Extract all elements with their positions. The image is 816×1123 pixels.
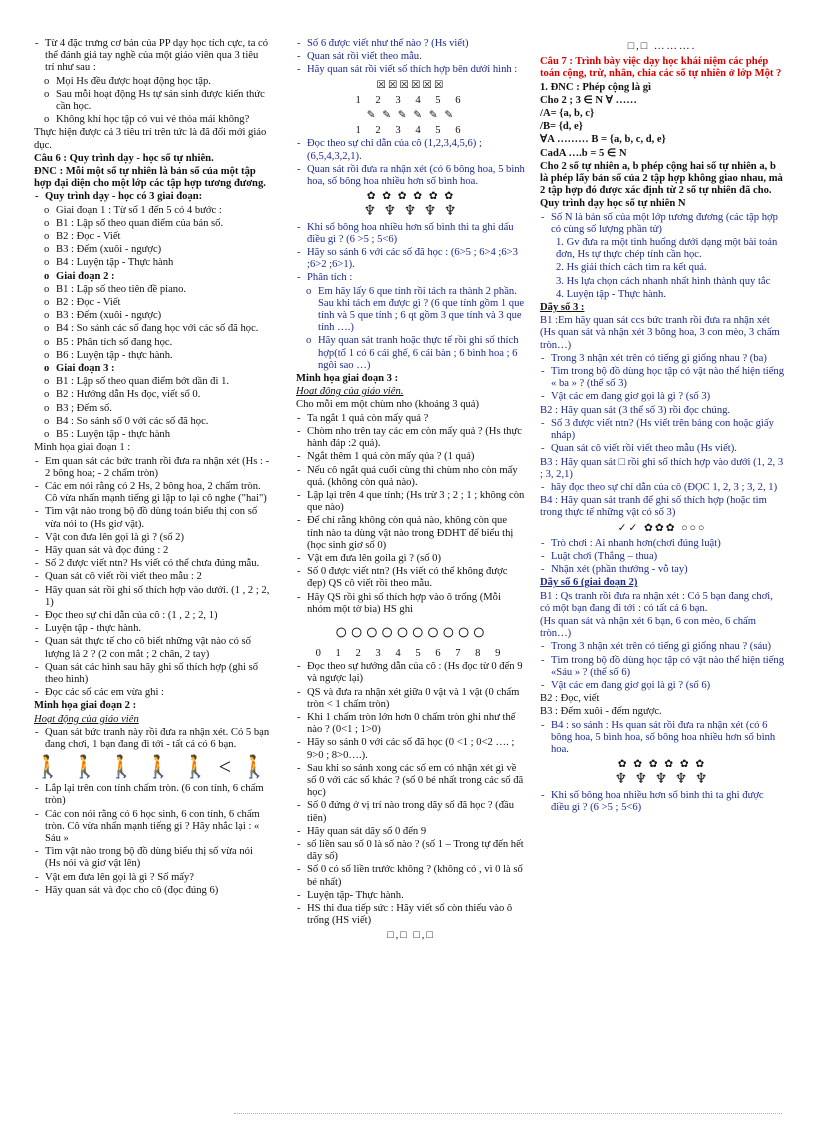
text-line: - Quan sát rồi đưa ra nhận xét (có 6 bông hoa, 5 bình hoa, số bông hoa nhiều hơn số bình hoa. <box>296 164 526 188</box>
text-line: B3 : Đếm xuôi - đếm ngược. <box>540 706 662 718</box>
text-line: o Giai đoạn 3 : <box>34 363 270 375</box>
text-line: - Số 0 đứng ở vị trí nào trong dãy số đã học ? (đầu tiên) <box>296 800 526 824</box>
text-line: - Số 0 có số liền trước không ? (không có , vì 0 là số bé nhất) <box>296 864 526 888</box>
text-line: - Đọc theo sự hướng dẫn của cô : (Hs đọc từ 0 đến 9 và ngược lại) <box>296 661 526 685</box>
text-line: Cho mỗi em một chùm nho (khoảng 3 quả) <box>296 399 480 411</box>
text-line: 4. Luyện tập - Thực hành. <box>556 288 666 300</box>
text-line: Thực hiện được cả 3 tiêu trí trên tức là đã đổi mới giáo dục. <box>34 127 267 151</box>
text-line: - Quan sát các hình sau hãy ghi số thích hợp (ghi số theo hình) <box>34 662 270 686</box>
illustration-row: ○○○○○○○○○○ <box>334 618 488 644</box>
text-line: - hãy đọc theo sự chỉ dẫn của cô (ĐỌC 1, 2, 3 ; 3, 2, 1) <box>540 482 784 494</box>
text-line: - Tìm trong bộ đồ dùng học tập có vật nào thể hiện tiếng «Sáu » ? (thể số 6) <box>540 655 784 679</box>
text-line: 3. Hs lựa chọn cách nhanh nhất hình thành quy tắc <box>556 275 771 287</box>
text-line: 1 2 3 4 5 6 <box>355 125 467 137</box>
text-line: - Số 0 được viết ntn? (Hs viết có thể không được đẹp) QS cô viết rồi theo mẫu. <box>296 566 526 590</box>
text-line: (Hs quan sát và nhận xét 6 bạn, 6 con mèo, 6 chấm tròn…) <box>540 615 756 640</box>
text-line: o B1 : Lập số theo quan điểm bớt dần đi 1. <box>34 376 270 388</box>
text-line: - Vật em đưa lên gọi là gì ? Số mấy? <box>34 872 270 884</box>
text-line: - B4 : so sánh : Hs quan sát rồi đưa ra nhận xét (có 6 bông hoa, 5 bình hoa, số bông hoa nhiều hơn số bình hoa. <box>540 720 784 757</box>
text-line: o B5 : Luyện tập - thực hành <box>34 429 270 441</box>
text-line: - Nếu cô ngắt quả cuối cùng thì chùm nho còn mấy quả. (không còn quả nào). <box>296 465 526 489</box>
text-line: o B4 : Luyện tập - Thực hành <box>34 257 270 269</box>
text-line: Câu 6 : Quy trình dạy - học số tự nhiên. <box>34 152 214 164</box>
text-line: - Phân tích : <box>296 272 526 284</box>
text-line: - Đọc theo sự chỉ dẫn của cô (1,2,3,4,5,6) ; (6,5,4,3,2,1). <box>296 138 526 162</box>
text-line: - Tìm trong bộ đồ dùng học tập có vật nào thể hiện tiếng « ba » ? (thể số 3) <box>540 366 784 390</box>
text-line: - Quan sát bức tranh này rồi đưa ra nhận xét. Có 5 bạn đang chơi, 1 bạn đang đi tới - tất cả có 6 bạn. <box>34 727 270 751</box>
text-line: ∀A ……… B = {a, b, c, d, e} <box>540 134 666 146</box>
illustration-row: ♆ ♆ ♆ ♆ ♆ <box>363 204 459 220</box>
text-line: o B6 : Luyện tập - thực hành. <box>34 350 270 362</box>
text-line: - Số 2 được viết ntn? Hs viết có thể chưa đúng mẫu. <box>34 558 270 570</box>
text-line: - Khi số bông hoa nhiều hơn số bình thì ta ghi dấu điều gì ? (6 >5 ; 5<6) <box>296 222 526 246</box>
text-line: - Quan sát cô viết rồi viết theo mẫu (Hs viết). <box>540 443 784 455</box>
illustration-row: 🚶 🚶 🚶 🚶 🚶 < 🚶 <box>34 754 270 780</box>
text-line: - Ta ngắt 1 quả còn mấy quả ? <box>296 413 526 425</box>
text-line: o B2 : Hướng dẫn Hs đọc, viết số 0. <box>34 389 270 401</box>
text-line: 1 2 3 4 5 6 <box>355 94 467 106</box>
text-line: - Vật em đưa lên goila gì ? (số 0) <box>296 553 526 565</box>
text-line: B1 : Qs tranh rồi đưa ra nhận xét : Có 5 bạn đang chơi, có một bạn đang đi tới : có tất cả 6 bạn. <box>540 590 773 614</box>
text-line: - Khi số bông hoa nhiều hơn số bình thì ta ghi được điều gì ? (6 >5 ; 5<6) <box>540 790 784 814</box>
text-line: - Luyện tập - thực hành. <box>34 623 270 635</box>
text-line: - Khi 1 chấm tròn lớn hơn 0 chấm tròn ghi như thế nào ? (0<1 ; 1>0) <box>296 712 526 736</box>
text-line: - Hãy quan sát rồi ghi số thích hợp vào dưới. (1 , 2 ; 2, 1) <box>34 585 270 609</box>
text-line: - số liền sau số 0 là số nào ? (số 1 – Trong tự đến hết dãy số) <box>296 839 526 863</box>
text-line: - Tìm vật nào trong bộ đồ dùng toán biểu thị con số vừa nói to (Hs giơ vật). <box>34 506 270 530</box>
text-line: - Lắp lại trên con tính chấm tròn. (6 con tính, 6 chấm tròn) <box>34 783 270 807</box>
text-line: - Số 6 được viết như thế nào ? (Hs viết) <box>296 38 526 50</box>
text-line: o B4 : So sánh số 0 với các số đã học. <box>34 416 270 428</box>
text-line: - Hãy quan sát và đọc đúng : 2 <box>34 545 270 557</box>
text-line: o B2 : Đọc - Viết <box>34 231 270 243</box>
illustration-row: □,□ ………. <box>627 41 697 52</box>
text-line: o Giai đoạn 2 : <box>34 271 270 283</box>
text-line: - Đọc các số các em vừa ghi : <box>34 687 270 699</box>
text-line: Dãy số 6 (giai đoạn 2) <box>540 577 638 589</box>
text-line: B2 : Hãy quan sát (3 thể số 3) rồi đọc chúng. <box>540 404 731 416</box>
text-line: - Ngắt thêm 1 quả còn mấy qủa ? (1 quả) <box>296 451 526 463</box>
text-line: - Tìm vật nào trong bộ đồ dùng biểu thị số vừa nói (Hs nói và giơ vật lên) <box>34 846 270 870</box>
text-line: Minh họa giai đoạn 1 : <box>34 442 131 454</box>
text-line: - Từ 4 đặc trưng cơ bản của PP dạy học tích cực, ta có thể đánh giá tay nghề của một giáo viên qua 3 tiêu trí như sau : <box>34 38 270 75</box>
text-line: Quy trình dạy học số tự nhiên N <box>540 198 686 210</box>
text-line: - Trong 3 nhận xét trên có tiếng gì giống nhau ? (sáu) <box>540 641 784 653</box>
illustration-row: ✓✓ ✿✿✿ ○○○ <box>617 522 707 534</box>
text-line: Hoạt động của giáo viên. <box>296 386 404 398</box>
text-line: - Đọc theo sự chỉ dẫn của cô : (1 , 2 ; 2, 1) <box>34 610 270 622</box>
text-line: 1. Gv đưa ra một tình huống dưới dạng một bài toán đơn, Hs tự thực chép tính cần học. <box>556 237 778 261</box>
column-right <box>540 38 784 815</box>
text-line: - Em quan sát các bức tranh rồi đưa ra nhận xét (Hs : - 2 bông hoa; - 2 chấm tròn) <box>34 456 270 480</box>
illustration-row: ✿ ✿ ✿ ✿ ✿ ✿ <box>366 191 456 203</box>
text-line: - Luyện tập- Thực hành. <box>296 890 526 902</box>
text-line: - QS và đưa ra nhận xét giữa 0 vật và 1 vật (0 chấm tròn < 1 chấm tròn) <box>296 687 526 711</box>
text-line: Minh họa giai đoạn 2 : <box>34 700 137 712</box>
text-line: 0 1 2 3 4 5 6 7 8 9 <box>315 647 507 659</box>
text-line: CadA ….b = 5 ∈ N <box>540 147 627 159</box>
text-line: - Vật các em đang giơ gọi là gì ? (số 6) <box>540 680 784 692</box>
text-line: - Hãy quan sát rồi viết số thích hợp bên dưới hình : <box>296 64 526 76</box>
text-line: o Em hãy lấy 6 que tính rồi tách ra thành 2 phần. Sau khi tách em được gì ? (6 que tính gồm 1 que tính và 5 que tính ; 6 qt gồm 3 que tính và 3 que tính ….) <box>296 286 526 335</box>
text-line: - Quy trình dạy - học có 3 giai đoạn: <box>34 191 270 203</box>
text-line: o B5 : Phân tích số đang học. <box>34 337 270 349</box>
text-line: - Lập lại trên 4 que tính; (Hs trừ 3 ; 2 ; 1 ; không còn que nào) <box>296 490 526 514</box>
text-line: - Nhận xét (phần thưởng - vỗ tay) <box>540 564 784 576</box>
text-line: - Sau khi so sánh xong các số em có nhận xét gì về số 0 với các số khác ? (số 0 bé nhất trong các số đã học) <box>296 763 526 800</box>
text-line: Câu 7 : Trình bày việc dạy học khái niệm các phép toán cộng, trừ, nhân, chia các số tự nhiên ở lớp Một ? <box>540 56 782 80</box>
text-line: - Trò chơi : Ai nhanh hơn(chơi đúng luật) <box>540 538 784 550</box>
text-line: Minh họa giai đoạn 3 : <box>296 373 399 385</box>
text-line: - Các em nói rằng có 2 Hs, 2 bông hoa, 2 chấm tròn. Cô vừa nhấn mạnh tiếng gì lập to lại cô nghe ("hai") <box>34 481 270 505</box>
text-line: ĐNC : Mỗi một số tự nhiên là bản số của một tập hợp đại diện cho một lớp các tập hợp tương đương. <box>34 166 266 190</box>
text-line: - Để chỉ rằng không còn quả nào, không còn que tính nào ta dùng vật nào trong ĐDHT để biểu thị (học sinh giơ số 0) <box>296 515 526 552</box>
text-line: /B= {d, e} <box>540 121 583 133</box>
text-line: o B2 : Đọc - Viết <box>34 297 270 309</box>
text-line: - Số N là bản số của một lớp tương đương (các tập hợp có cùng số lượng phần tử) <box>540 212 784 236</box>
text-line: - Quan sát rồi viết theo mẫu. <box>296 51 526 63</box>
text-line: - Hãy so sánh 6 với các số đã học : (6>5 ; 6>4 ;6>3 ;6>2 ;6>1). <box>296 247 526 271</box>
illustration-row: ✿ ✿ ✿ ✿ ✿ ✿ <box>617 759 707 771</box>
text-line: - Hãy QS rồi ghi số thích hợp vào ô trống (Mỗi nhóm một tờ bìa) HS ghi <box>296 592 526 616</box>
text-line: o Mọi Hs đều được hoạt động học tập. <box>34 76 270 88</box>
text-line: - Trong 3 nhận xét trên có tiếng gì giống nhau ? (ba) <box>540 353 784 365</box>
text-line: - Quan sát thực tế cho cô biết những vật nào có số lượng là 2 ? (2 con mắt ; 2 chân, 2 tay) <box>34 636 270 660</box>
text-line: o B3 : Đếm (xuôi - ngược) <box>34 310 270 322</box>
column-left <box>34 38 270 898</box>
text-line: - HS thi đua tiếp sức : Hãy viết số còn thiếu vào ô trống (HS viết) <box>296 903 526 927</box>
column-middle <box>296 38 526 946</box>
text-line: o Không khí học tập có vui vẻ thỏa mái không? <box>34 114 270 126</box>
text-line: - Hãy so sánh 0 với các số đã học (0 <1 ; 0<2 …. ; 9>0 ; 8>0….). <box>296 737 526 761</box>
text-line: Hoạt động của giáo viên <box>34 713 139 725</box>
text-line: o B3 ; Đếm số. <box>34 403 270 415</box>
text-line: o Sau mỗi hoạt động Hs tự sản sinh được kiến thức cần học. <box>34 89 270 113</box>
footer-divider <box>234 1113 782 1114</box>
text-line: 2. Hs giải thích cách tìm ra kết quả. <box>556 262 707 274</box>
text-line: Cho 2 số tự nhiên a, b phép cộng hai số tự nhiên a, b là phép lấy bản số của 2 tập hợp không giao nhau, mà 2 tập hợp đó được xác định từ 2 số tự nhiên đã cho. <box>540 160 783 197</box>
text-line: 1. ĐNC : Phép cộng là gì <box>540 81 651 93</box>
text-line: o B4 : So sánh các số đang học với các số đã học. <box>34 323 270 335</box>
text-line: - Hãy quan sát và đọc cho cô (đọc đúng 6) <box>34 885 270 897</box>
text-line: - Các con nói rằng có 6 học sinh, 6 con tính, 6 chấm tròn. Cô vừa nhấn mạnh tiếng gì ? Hãy nhắc lại : « Sáu » <box>34 809 270 846</box>
text-line: B4 : Hãy quan sát tranh để ghi số thích hợp (hoặc tìm trong thực tế những vật có số 3) <box>540 495 767 519</box>
text-line: - Luật chơi (Thắng – thua) <box>540 551 784 563</box>
text-line: - Quan sát cô viết rồi viết theo mẫu : 2 <box>34 571 270 583</box>
text-line: o B1 : Lập số theo tiên đề piano. <box>34 284 270 296</box>
text-line: - Vật các em đang giơ gọi là gì ? (số 3) <box>540 391 784 403</box>
text-line: - Vật con đưa lên gọi là gì ? (số 2) <box>34 532 270 544</box>
illustration-row: ☒☒☒☒☒☒ <box>376 79 446 91</box>
text-line: o B1 : Lập số theo quan điểm của bản số. <box>34 218 270 230</box>
text-line: - Chòm nho trên tay các em còn mấy quả ? (Hs thực hành đáp :2 quả). <box>296 426 526 450</box>
text-line: o B3 : Đếm (xuôi - ngược) <box>34 244 270 256</box>
text-line: - Hãy quan sát dãy số 0 đến 9 <box>296 826 526 838</box>
text-line: B2 : Đọc, viết <box>540 693 600 705</box>
text-line: Cho 2 ; 3 ∈ N ∀ …… <box>540 94 637 106</box>
text-line: /A= {a, b, c} <box>540 108 595 120</box>
illustration-row: ✎ ✎ ✎ ✎ ✎ ✎ <box>366 110 456 122</box>
illustration-row: ♆ ♆ ♆ ♆ ♆ <box>614 772 710 788</box>
text-line: B1 :Em hãy quan sát ccs bức tranh rồi đưa ra nhận xét (Hs quan sát và nhận xét 3 bông hoa, 3 con mèo, 3 chấm tròn…) <box>540 315 780 351</box>
text-line: o Giai đoạn 1 : Từ số 1 đến 5 có 4 bước : <box>34 205 270 217</box>
text-line: - Số 3 được viết ntn? (Hs viết trên bảng con hoặc giấy nháp) <box>540 418 784 442</box>
text-line: o Hãy quan sát tranh hoặc thực tế rồi ghi số thích hợp(tổ 1 có 6 cái ghế, 6 cái bàn ; 6 bình hoa ; 6 ngôi sao …) <box>296 335 526 372</box>
illustration-row: □,□ □,□ <box>387 930 435 942</box>
text-line: Dãy số 3 : <box>540 302 585 314</box>
text-line: B3 : Hãy quan sát □ rồi ghi số thích hợp vào dưới (1, 2, 3 ; 3, 2,1) <box>540 456 784 480</box>
